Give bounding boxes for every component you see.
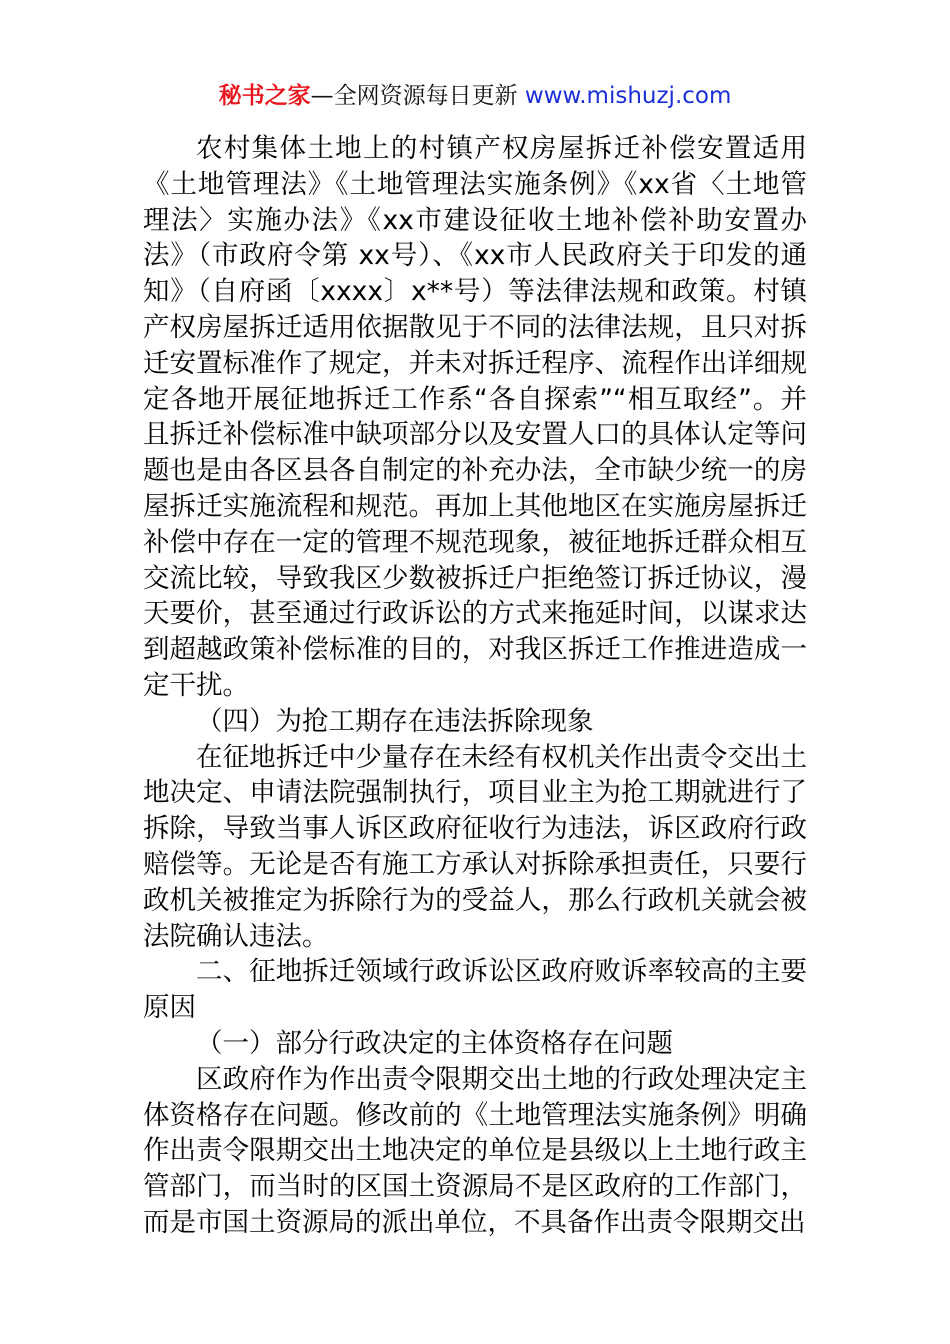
paragraph-subject-qualification: 区政府作为作出责令限期交出土地的行政处理决定主体资格存在问题。修改前的《土地管理法实施条例》明确作出责令限期交出土地决定的单位是县级以上土地行政主管部门，而当时的区国土资源局不是区政府的工作部门，而是市国土资源局的派出单位，不具备作出责令限期交出	[143, 1063, 807, 1238]
site-url-link[interactable]: www.mishuzj.com	[524, 83, 732, 109]
header-tagline: —全网资源每日更新	[310, 83, 518, 109]
section-heading-1: （一）部分行政决定的主体资格存在问题	[196, 1027, 673, 1059]
paragraph-legal-basis: 农村集体土地上的村镇产权房屋拆迁补偿安置适用《土地管理法》《土地管理法实施条例》《xx省〈土地管理法〉实施办法》《xx市建设征收土地补偿补助安置办法》（市政府令第 xx号）、《xx市人民政府关于印发的通知》（自府函〔xxxx〕x**号）等法律法规和政策。村镇产权房屋拆迁适用依据散见于不同的法律法规，且只对拆迁安置标准作了规定，并未对拆迁程序、流程作出详细规定各地开展征地拆迁工作系“各自探索”“相互取经”。并且拆迁补偿标准中缺项部分以及安置人口的具体认定等问题也是由各区县各自制定的补充办法，全市缺少统一的房屋拆迁实施流程和规范。再加上其他地区在实施房屋拆迁补偿中存在一定的管理不规范现象，被征地拆迁群众相互交流比较，导致我区少数被拆迁户拒绝签订拆迁协议，漫天要价，甚至通过行政诉讼的方式来拖延时间，以谋求达到超越政策补偿标准的目的，对我区拆迁工作推进造成一定干扰。	[143, 133, 807, 701]
chapter-heading-2: 二、征地拆迁领域行政诉讼区政府败诉率较高的主要原因	[143, 956, 807, 1024]
document-body	[143, 131, 807, 1241]
brand-name: 秘书之家	[218, 83, 311, 109]
section-heading-4: （四）为抢工期存在违法拆除现象	[196, 705, 594, 737]
paragraph-illegal-demolition: 在征地拆迁中少量存在未经有权机关作出责令交出土地决定、申请法院强制执行，项目业主为抢工期就进行了拆除，导致当事人诉区政府征收行为违法，诉区政府行政赔偿等。无论是否有施工方承认对拆除承担责任，只要行政机关被推定为拆除行为的受益人，那么行政机关就会被法院确认违法。	[143, 741, 807, 952]
site-header	[0, 80, 950, 112]
